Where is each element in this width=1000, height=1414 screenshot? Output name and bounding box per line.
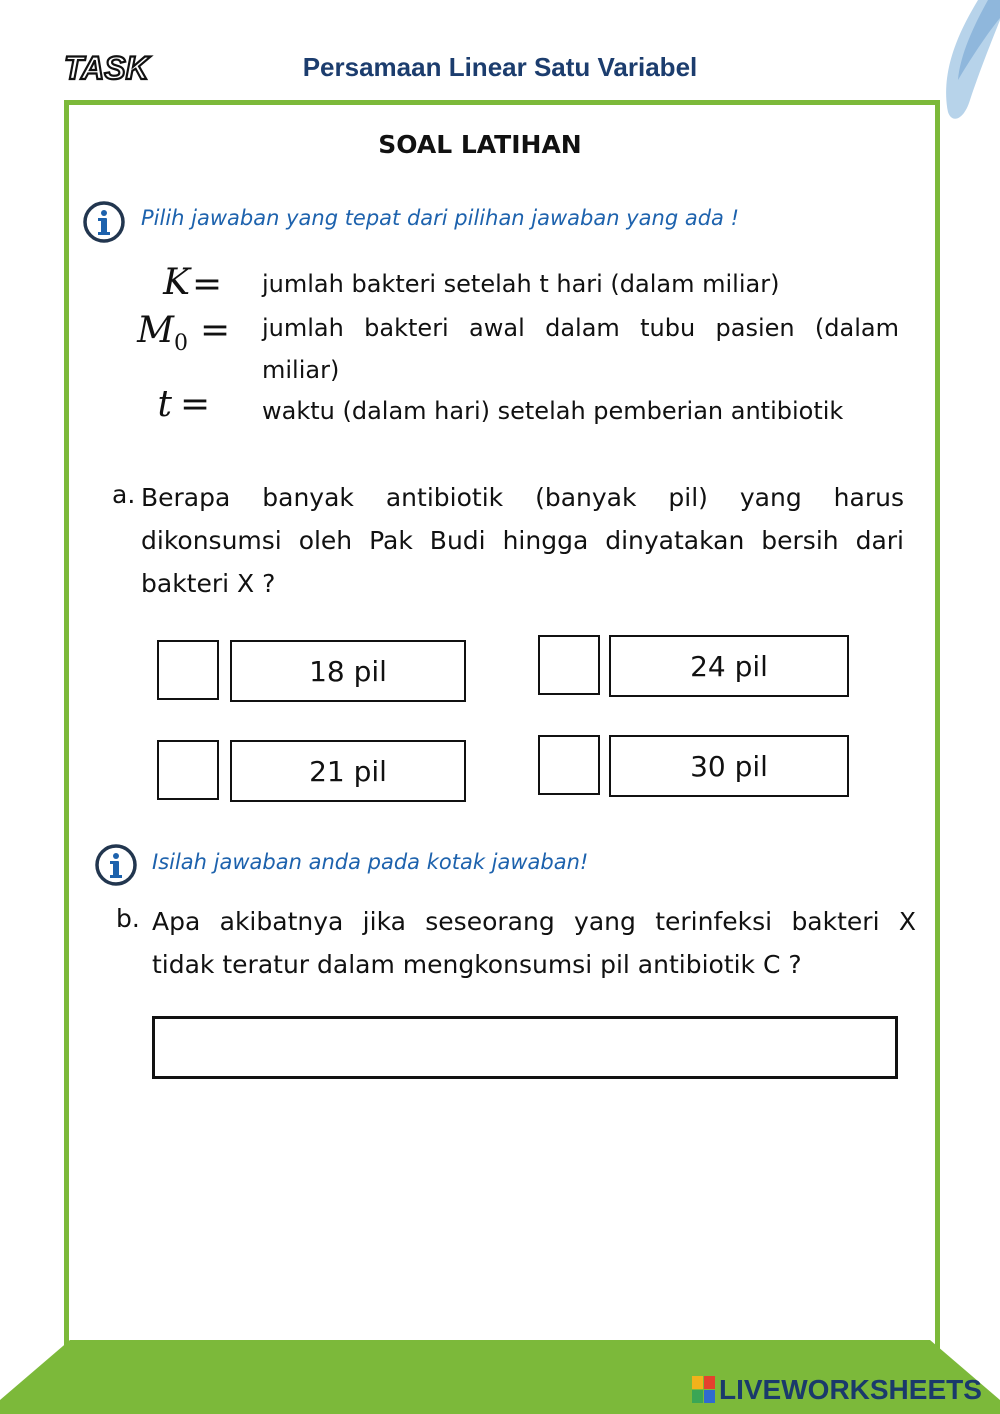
option-24-pil[interactable]: 24 pil [609, 635, 849, 697]
option-checkbox-18[interactable] [157, 640, 219, 700]
question-a-line3: bakteri X ? [141, 569, 276, 598]
info-icon [94, 843, 138, 887]
equals-sign: = [192, 264, 223, 305]
info-icon [82, 200, 126, 244]
task-logo [62, 48, 154, 86]
option-checkbox-24[interactable] [538, 635, 600, 695]
task-logo-text: TASK [64, 50, 149, 86]
variable-symbol-m0: $M_0$ [137, 310, 188, 357]
equals-sign: = [200, 310, 231, 351]
question-a-label: a. [112, 480, 136, 509]
decorative-brush-graphic [930, 0, 1000, 125]
variable-description-t: waktu (dalam hari) setelah pemberian antibiotik [262, 397, 844, 425]
variable-symbol-t: t [157, 384, 172, 425]
liveworksheets-logo [692, 1374, 992, 1406]
option-21-pil[interactable]: 21 pil [230, 740, 466, 802]
section-title: SOAL LATIHAN [378, 130, 582, 159]
option-checkbox-30[interactable] [538, 735, 600, 795]
question-a-line1: Berapa banyak antibiotik (banyak pil) yang harus [141, 483, 904, 512]
subscript: 0 [174, 331, 188, 357]
question-a-line2: dikonsumsi oleh Pak Budi hingga dinyatakan bersih dari [141, 526, 904, 555]
answer-input-box[interactable] [152, 1016, 898, 1079]
question-b-line2: tidak teratur dalam mengkonsumsi pil antibiotik C ? [152, 950, 802, 979]
variable-description-k: jumlah bakteri setelah t hari (dalam miliar) [262, 270, 780, 298]
question-b-line1: Apa akibatnya jika seseorang yang terinfeksi bakteri X [152, 907, 916, 936]
page-title: Persamaan Linear Satu Variabel [302, 52, 698, 82]
liveworksheets-logo-icon [692, 1376, 716, 1404]
option-30-pil[interactable]: 30 pil [609, 735, 849, 797]
option-checkbox-21[interactable] [157, 740, 219, 800]
question-b-label: b. [116, 904, 140, 933]
variable-symbol-k: K [163, 262, 190, 303]
variable-description-m0-line1: jumlah bakteri awal dalam tubu pasien (dalam [262, 314, 899, 342]
instruction-text: Pilih jawaban yang tepat dari pilihan jawaban yang ada ! [141, 206, 739, 230]
liveworksheets-brand-text: LIVEWORKSHEETS [719, 1374, 982, 1405]
option-18-pil[interactable]: 18 pil [230, 640, 466, 702]
equals-sign: = [180, 384, 211, 425]
variable-description-m0-line2: miliar) [262, 356, 340, 384]
instruction-text: Isilah jawaban anda pada kotak jawaban! [152, 850, 589, 874]
